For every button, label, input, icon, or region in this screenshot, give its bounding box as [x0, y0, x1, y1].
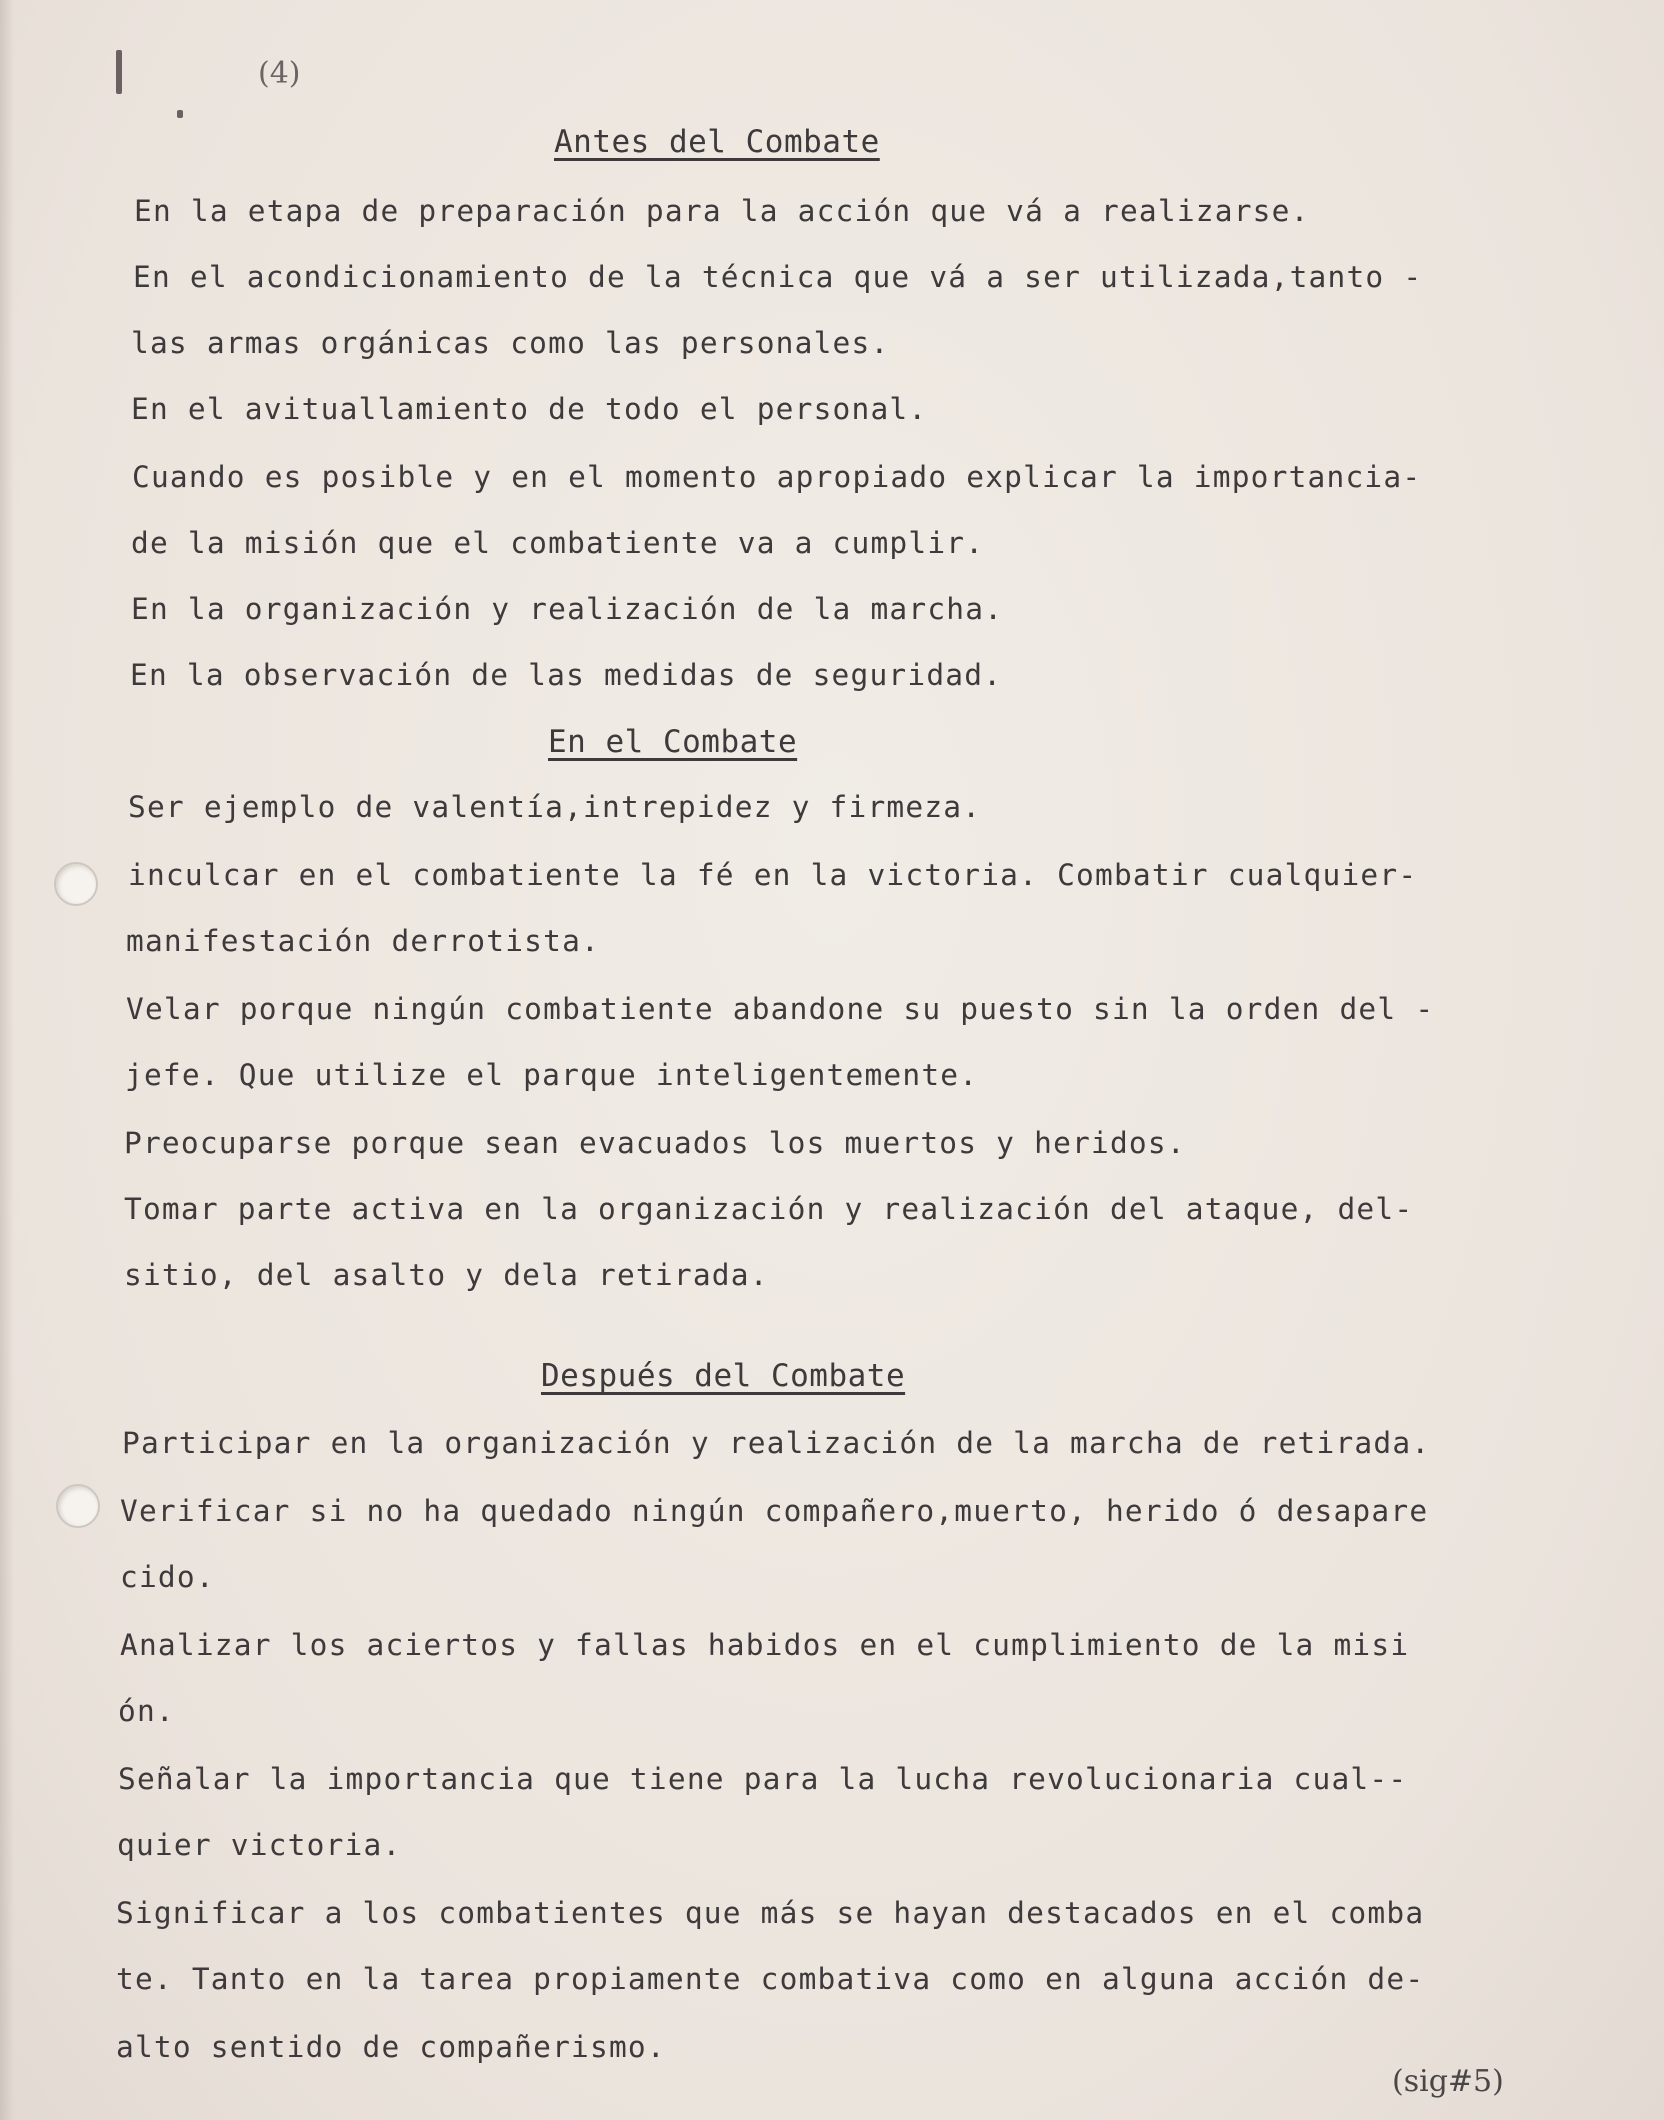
page-number: (4): [258, 56, 301, 91]
text-line: Verificar si no ha quedado ningún compañero,muerto, herido ó desapare: [120, 1494, 1429, 1528]
section-heading-en: En el Combate: [548, 724, 798, 760]
text-line: En la etapa de preparación para la acción que vá a realizarse.: [134, 194, 1310, 228]
continuation-note: (sig#5): [1392, 2064, 1504, 2099]
text-line: las armas orgánicas como las personales.: [131, 326, 890, 360]
text-line: quier victoria.: [117, 1828, 402, 1862]
section-heading-antes: Antes del Combate: [554, 124, 880, 160]
text-line: Velar porque ningún combatiente abandone su puesto sin la orden del -: [126, 992, 1435, 1026]
text-line: inculcar en el combatiente la fé en la victoria. Combatir cualquier-: [128, 858, 1418, 892]
text-line: jefe. Que utilize el parque inteligentemente.: [125, 1058, 979, 1092]
text-line: Ser ejemplo de valentía,intrepidez y firmeza.: [128, 790, 982, 824]
text-line: Cuando es posible y en el momento apropiado explicar la importancia-: [132, 460, 1422, 494]
text-line: En el acondicionamiento de la técnica que vá a ser utilizada,tanto -: [133, 260, 1423, 294]
binding-mark: [116, 50, 122, 94]
text-line: Significar a los combatientes que más se hayan destacados en el comba: [116, 1896, 1425, 1930]
text-line: En la observación de las medidas de seguridad.: [130, 658, 1003, 692]
text-line: Participar en la organización y realización de la marcha de retirada.: [122, 1426, 1431, 1460]
text-line: En el avituallamiento de todo el personal.: [131, 392, 928, 426]
text-line: sitio, del asalto y dela retirada.: [124, 1258, 769, 1292]
text-line: Tomar parte activa en la organización y realización del ataque, del-: [124, 1192, 1414, 1226]
page-edge-shadow: [0, 0, 14, 2120]
punch-hole-upper: [54, 862, 98, 906]
ink-dot: [177, 110, 183, 118]
text-line: Preocuparse porque sean evacuados los muertos y heridos.: [124, 1126, 1186, 1160]
text-line: En la organización y realización de la marcha.: [131, 592, 1004, 626]
section-heading-despues: Después del Combate: [541, 1358, 906, 1394]
text-line: cido.: [120, 1560, 215, 1594]
text-line: alto sentido de compañerismo.: [116, 2030, 666, 2064]
text-line: ón.: [118, 1694, 175, 1728]
text-line: manifestación derrotista.: [126, 924, 601, 958]
punch-hole-lower: [56, 1484, 100, 1528]
text-line: Señalar la importancia que tiene para la lucha revolucionaria cual--: [118, 1762, 1408, 1796]
text-line: Analizar los aciertos y fallas habidos en el cumplimiento de la misi: [120, 1628, 1410, 1662]
text-line: de la misión que el combatiente va a cumplir.: [131, 526, 985, 560]
text-line: te. Tanto en la tarea propiamente combativa como en alguna acción de-: [116, 1962, 1425, 1996]
